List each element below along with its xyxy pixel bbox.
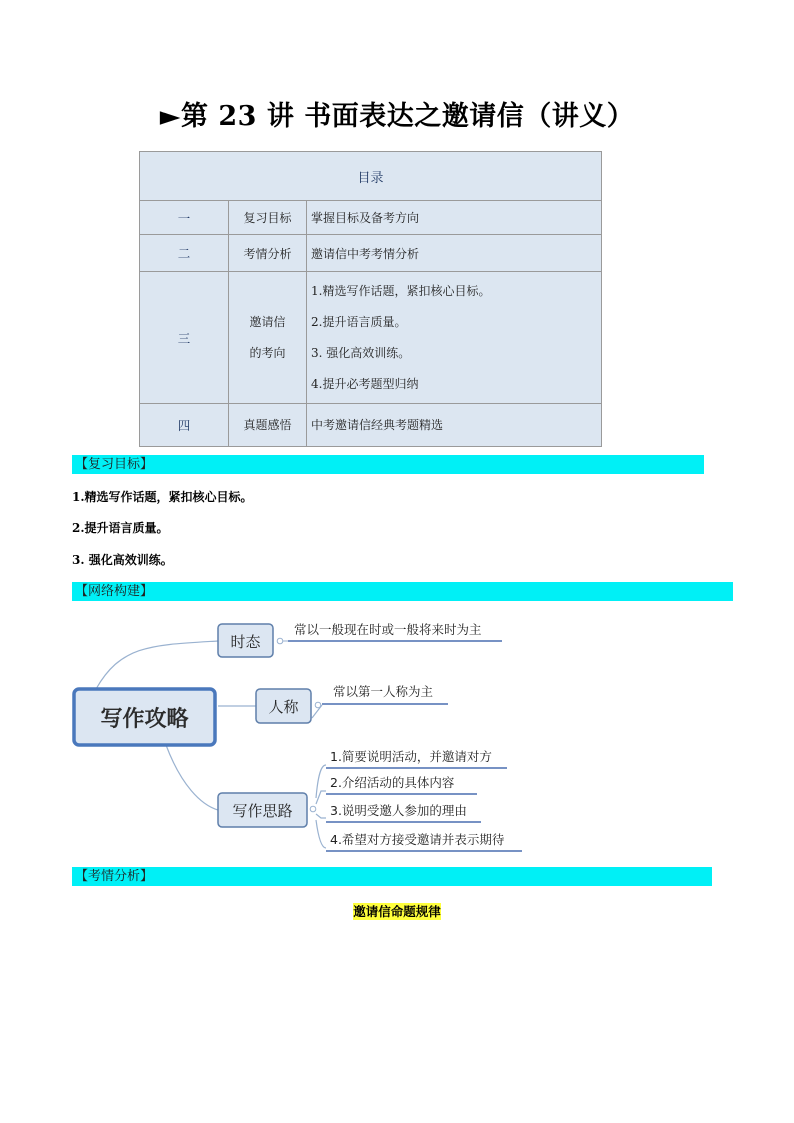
- mindmap-collapse-handle: [315, 702, 321, 708]
- toc-desc: [307, 272, 602, 403]
- toc-desc-line: 4.提升必考题型归纳: [311, 376, 419, 391]
- table-of-contents: [139, 151, 602, 447]
- mindmap-node-person: [256, 689, 311, 723]
- toc-category: 真题感悟: [229, 403, 307, 446]
- mindmap-detail-text: 4.希望对方接受邀请并表示期待: [330, 832, 505, 847]
- toc-desc-line: 3. 强化高效训练。: [311, 345, 411, 360]
- mindmap-node-writing-approach: [218, 793, 307, 827]
- mind-map: [66, 605, 536, 860]
- toc-desc: 邀请信中考考情分析: [307, 235, 602, 272]
- toc-num: 三: [140, 272, 229, 403]
- analysis-subtitle: 邀请信命题规律: [353, 904, 441, 919]
- mindmap-node-label: 时态: [230, 633, 261, 651]
- page-title: ►第 23 讲 书面表达之邀请信（讲义）: [159, 101, 635, 132]
- toc-desc: 中考邀请信经典考题精选: [307, 403, 602, 446]
- goal-item: 2.提升语言质量。: [72, 521, 169, 535]
- toc-category: 复习目标: [229, 201, 307, 235]
- mindmap-detail-text: 常以第一人称为主: [333, 684, 434, 699]
- goal-item: 3. 强化高效训练。: [72, 553, 173, 567]
- toc-category-line: 邀请信: [249, 314, 286, 329]
- mindmap-root-label: 写作攻略: [100, 707, 189, 732]
- mindmap-connector: [96, 641, 218, 689]
- mindmap-detail-text: 2.介绍活动的具体内容: [330, 775, 455, 790]
- mindmap-node-label: 写作思路: [232, 802, 293, 820]
- toc-header: 目录: [140, 152, 602, 201]
- mindmap-connector: [166, 745, 218, 810]
- mindmap-detail-text: 3.说明受邀人参加的理由: [330, 803, 467, 818]
- goal-item: 1.精选写作话题，紧扣核心目标。: [72, 490, 253, 504]
- toc-num: 一: [140, 201, 229, 235]
- table-row: [140, 272, 602, 403]
- mindmap-connector: [316, 791, 326, 804]
- table-row: [140, 403, 602, 446]
- section-bar-analysis: 【考情分析】: [72, 867, 712, 886]
- toc-desc-line: 2.提升语言质量。: [311, 314, 407, 329]
- toc-desc: 掌握目标及备考方向: [307, 201, 602, 235]
- section-bar-network: 【网络构建】: [72, 582, 733, 601]
- table-row: [140, 201, 602, 235]
- toc-category: [229, 272, 307, 403]
- mindmap-connector: [316, 820, 326, 848]
- mindmap-detail-text: 常以一般现在时或一般将来时为主: [294, 622, 482, 637]
- toc-num: 二: [140, 235, 229, 272]
- section-bar-review-goal: 【复习目标】: [72, 455, 704, 474]
- mindmap-connector: [316, 765, 326, 798]
- mindmap-root-node: [74, 689, 215, 745]
- mindmap-connector: [316, 814, 326, 818]
- table-row: [140, 235, 602, 272]
- analysis-subtitle-wrap: [0, 901, 794, 920]
- toc-category: 考情分析: [229, 235, 307, 272]
- mindmap-node-label: 人称: [268, 698, 299, 716]
- toc-desc-line: 1.精选写作话题，紧扣核心目标。: [311, 283, 491, 298]
- toc-num: 四: [140, 403, 229, 446]
- mindmap-collapse-handle: [277, 638, 283, 644]
- toc-category-line: 的考向: [249, 345, 286, 360]
- mindmap-node-tense: [218, 624, 273, 657]
- mindmap-detail-text: 1.简要说明活动，并邀请对方: [330, 749, 492, 764]
- mindmap-collapse-handle: [310, 806, 316, 812]
